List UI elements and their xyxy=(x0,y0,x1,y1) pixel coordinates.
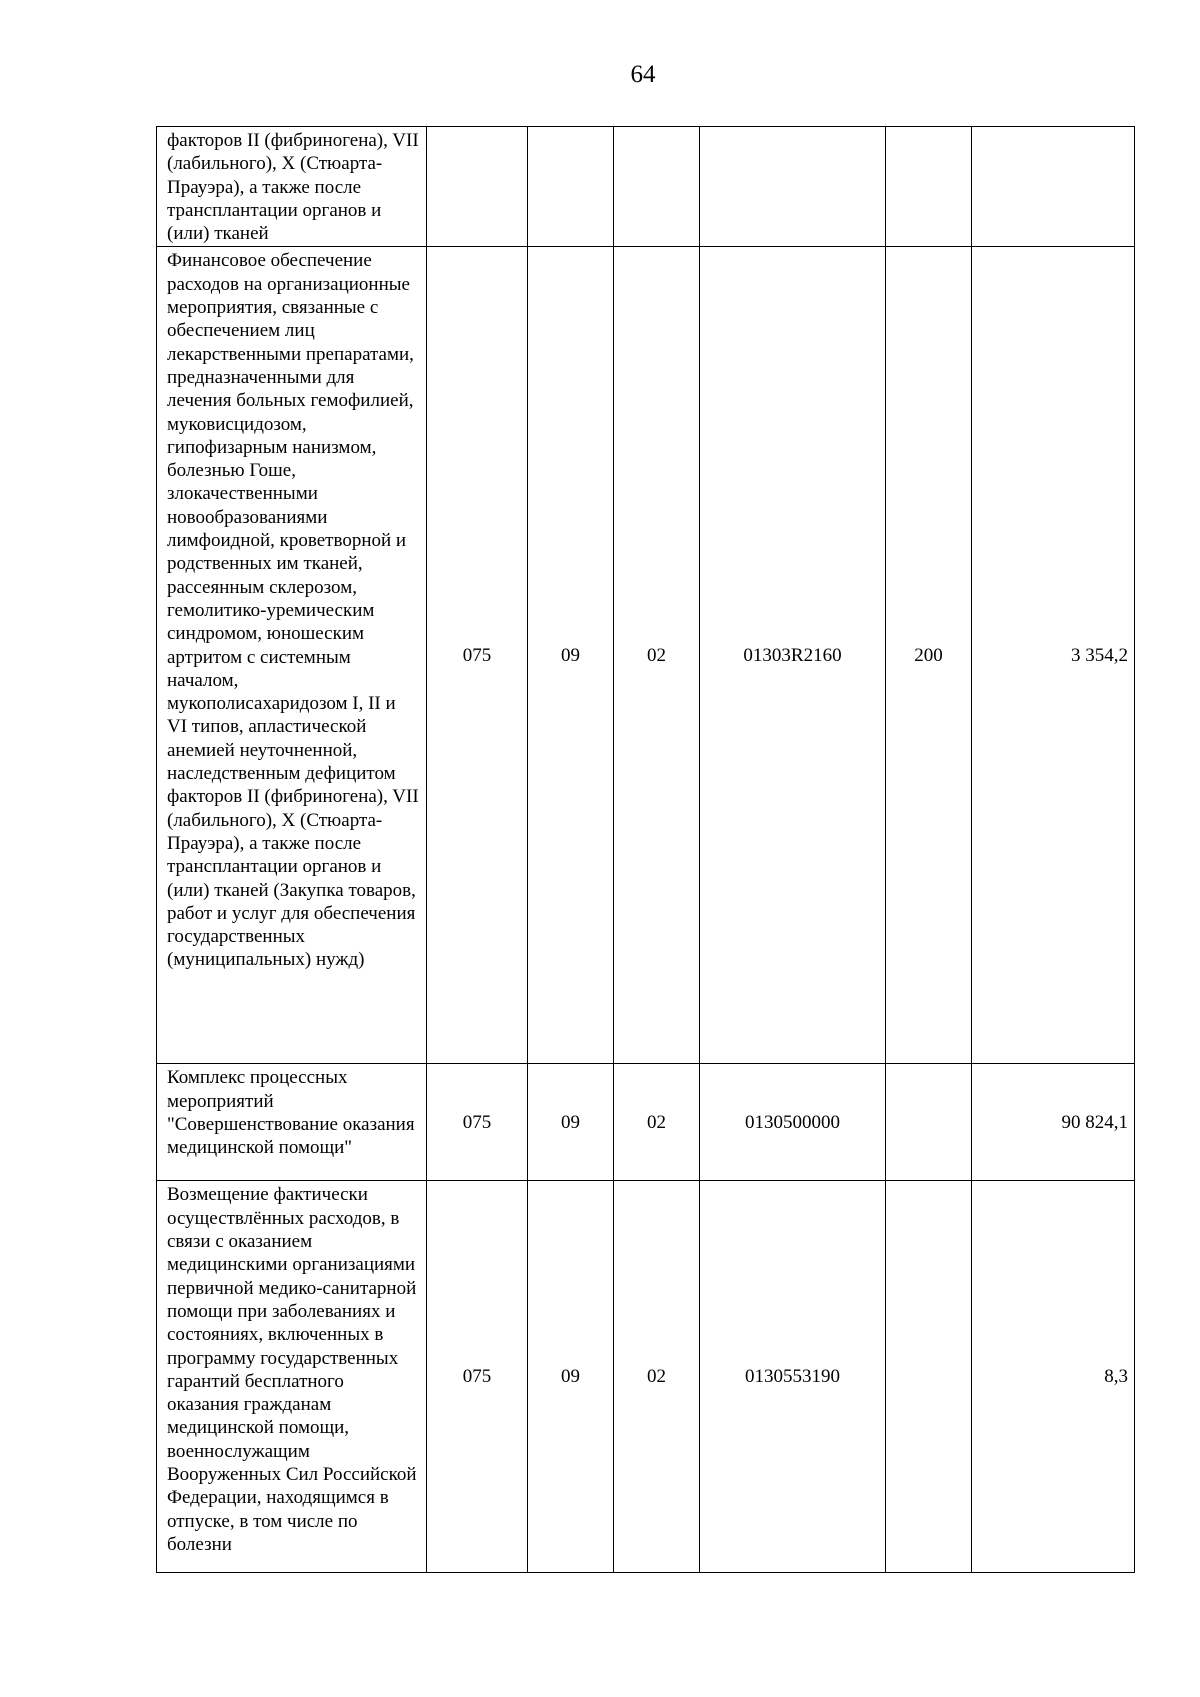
amount-cell: 90 824,1 xyxy=(972,1064,1135,1181)
target-article-cell: 0130500000 xyxy=(700,1064,886,1181)
section-code-cell: 09 xyxy=(528,1181,614,1573)
section-code-cell: 09 xyxy=(528,1064,614,1181)
row-description: Возмещение фактически осуществлённых расходов, в связи с оказанием медицинскими организациями первичной медико-санитарной помощи при заболеваниях и состояниях, включенных в программу государственных гарантий бесплатного оказания гражданам медицинской помощи, военнослужащим Вооруженных Сил Российской Федерации, находящимся в отпуске, в том числе по болезни xyxy=(157,1181,427,1573)
amount-cell: 3 354,2 xyxy=(972,247,1135,1064)
expense-type-cell xyxy=(886,1181,972,1573)
target-article-cell xyxy=(700,127,886,247)
ministry-code-cell xyxy=(427,127,528,247)
subsection-code-cell xyxy=(614,127,700,247)
expense-type-cell xyxy=(886,127,972,247)
row-description: Комплекс процессных мероприятий "Совершенствование оказания медицинской помощи" xyxy=(157,1064,427,1181)
table-row xyxy=(157,1181,1135,1573)
amount-cell xyxy=(972,127,1135,247)
table-row xyxy=(157,247,1135,1064)
target-article-cell: 01303R2160 xyxy=(700,247,886,1064)
table-row xyxy=(157,1064,1135,1181)
expense-type-cell: 200 xyxy=(886,247,972,1064)
ministry-code-cell: 075 xyxy=(427,1064,528,1181)
subsection-code-cell: 02 xyxy=(614,247,700,1064)
row-description: Финансовое обеспечение расходов на организационные мероприятия, связанные с обеспечением лиц лекарственными препаратами, предназначенными для лечения больных гемофилией, муковисцидозом, гипофизарным нанизмом, болезнью Гоше, злокачественными новообразованиями лимфоидной, кроветворной и родственных им тканей, рассеянным склерозом, гемолитико-уремическим синдромом, юношеским артритом с системным началом, мукополисахаридозом I, II и VI типов, апластической анемией неуточненной, наследственным дефицитом факторов II (фибриногена), VII (лабильного), X (Стюарта-Прауэра), а также после трансплантации органов и (или) тканей (Закупка товаров, работ и услуг для обеспечения государственных (муниципальных) нужд) xyxy=(157,247,427,1064)
ministry-code-cell: 075 xyxy=(427,247,528,1064)
subsection-code-cell: 02 xyxy=(614,1064,700,1181)
page-number: 64 xyxy=(630,61,656,88)
section-code-cell xyxy=(528,127,614,247)
table-row xyxy=(157,127,1135,247)
row-description: факторов II (фибриногена), VII (лабильного), X (Стюарта-Прауэра), а также после трансплантации органов и (или) тканей xyxy=(157,127,427,247)
subsection-code-cell: 02 xyxy=(614,1181,700,1573)
expense-type-cell xyxy=(886,1064,972,1181)
amount-cell: 8,3 xyxy=(972,1181,1135,1573)
section-code-cell: 09 xyxy=(528,247,614,1064)
target-article-cell: 0130553190 xyxy=(700,1181,886,1573)
ministry-code-cell: 075 xyxy=(427,1181,528,1573)
budget-table xyxy=(156,126,1135,1573)
